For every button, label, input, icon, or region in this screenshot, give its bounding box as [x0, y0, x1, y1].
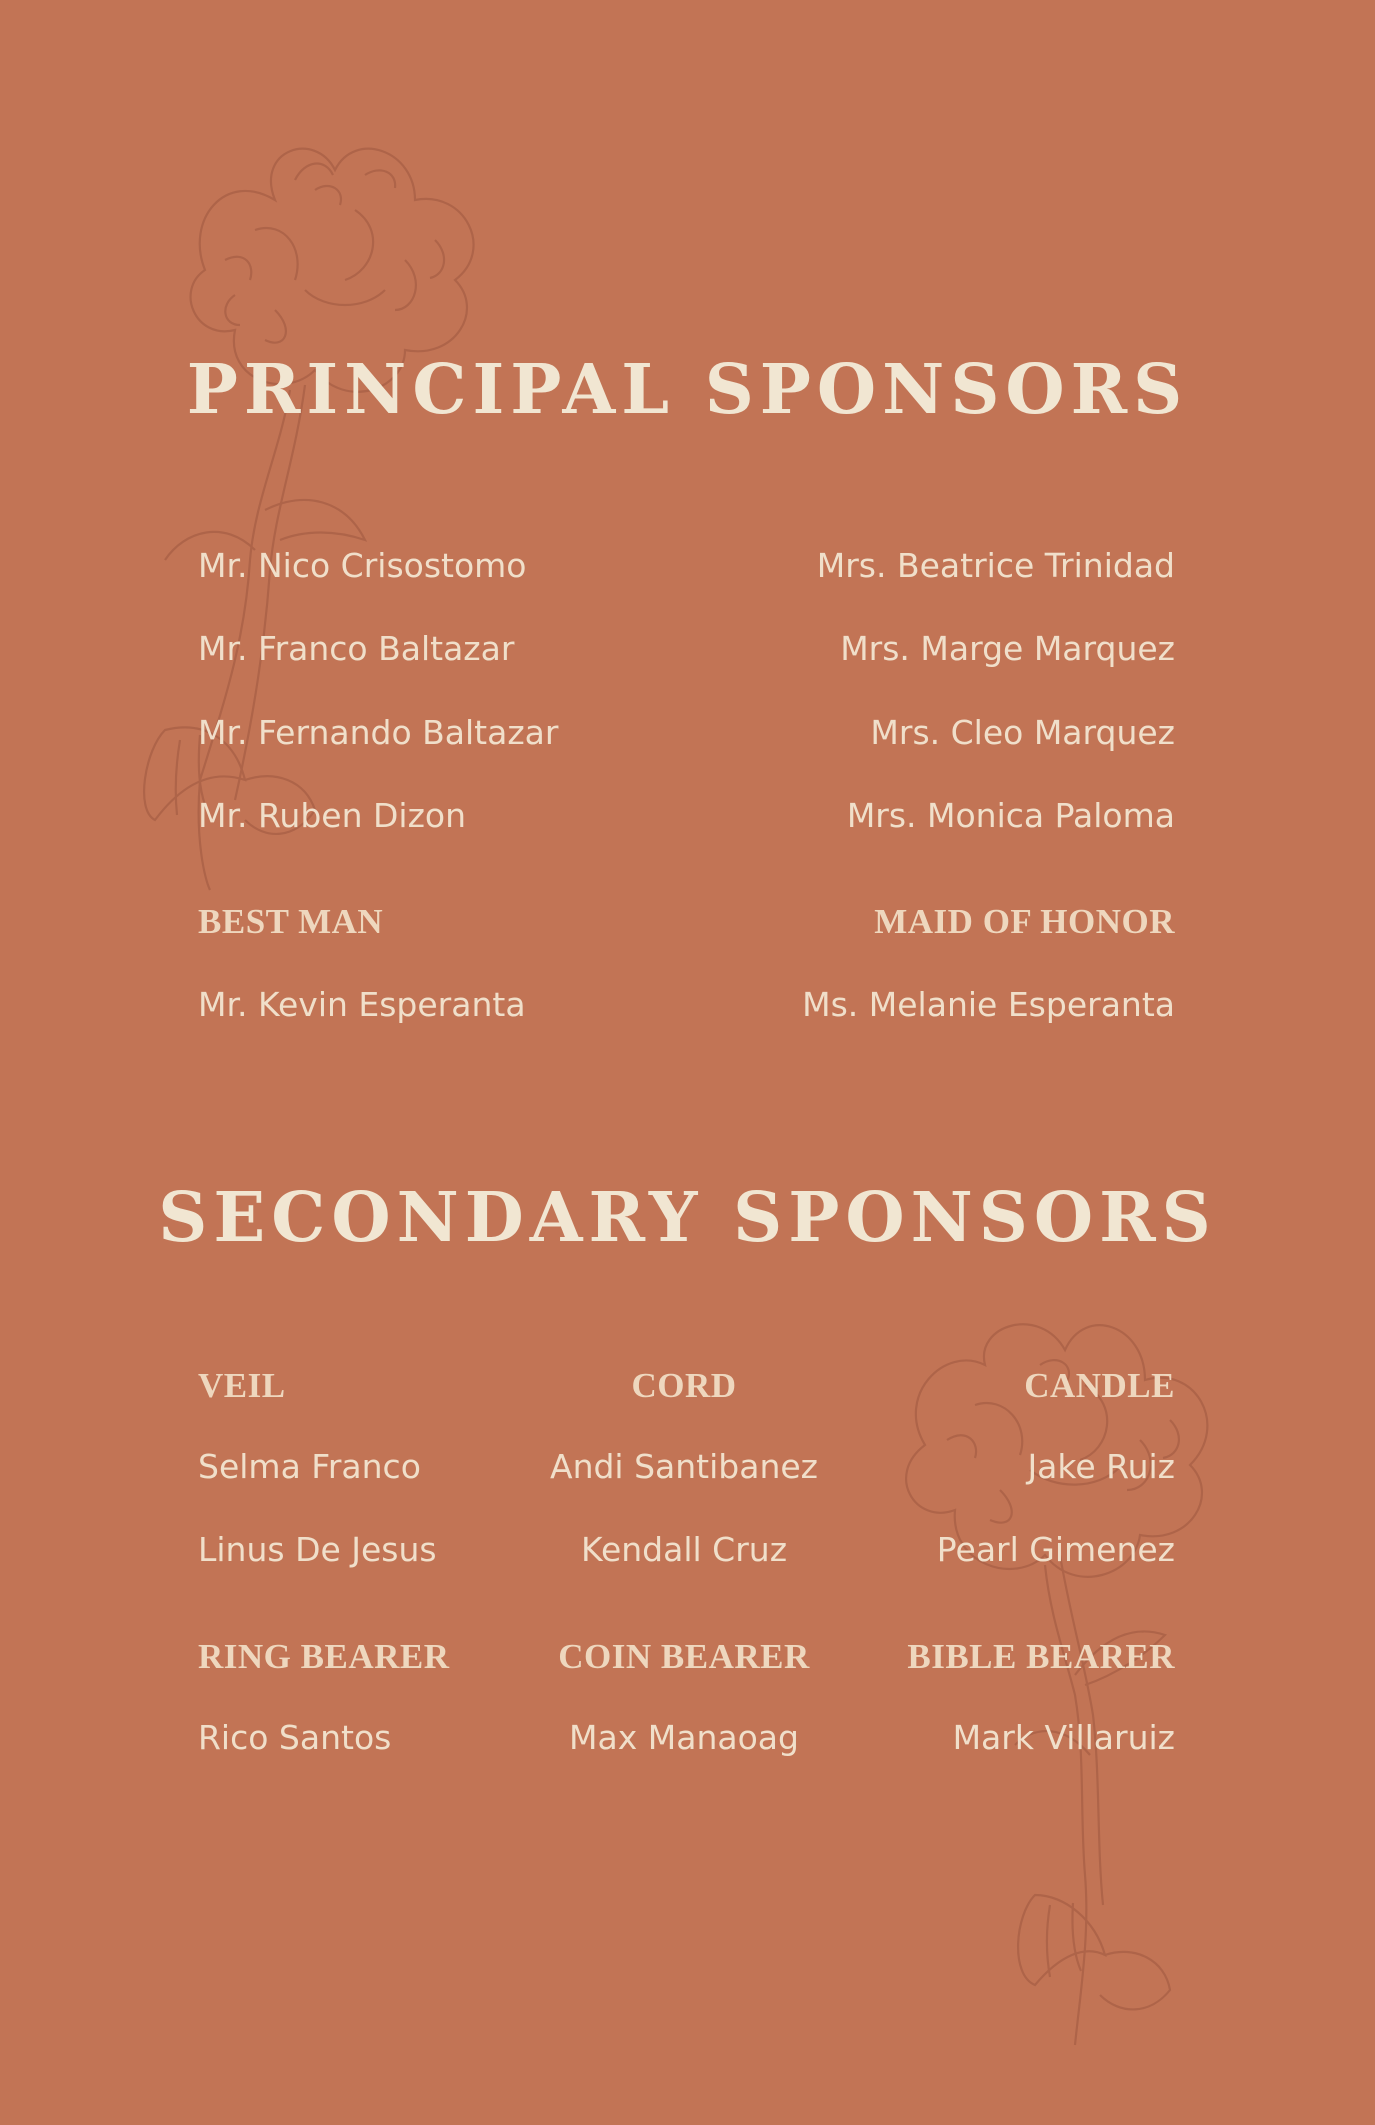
coin-bearer-label: COIN BEARER — [558, 1637, 810, 1676]
veil-sponsor: Selma Franco — [198, 1447, 421, 1486]
principal-sponsor-female: Mrs. Cleo Marquez — [870, 713, 1175, 752]
cord-sponsor: Andi Santibanez — [550, 1447, 818, 1486]
principal-sponsor-male: Mr. Ruben Dizon — [198, 796, 467, 835]
secondary-sponsors-title: SECONDARY SPONSORS — [158, 1178, 1217, 1258]
principal-sponsor-female: Mrs. Monica Paloma — [846, 796, 1175, 835]
cord-sponsor: Kendall Cruz — [580, 1530, 788, 1569]
ring-bearer-label: RING BEARER — [198, 1637, 450, 1676]
bible-bearer-label: BIBLE BEARER — [907, 1637, 1175, 1676]
principal-sponsor-male: Mr. Fernando Baltazar — [198, 713, 559, 752]
best-man-label: BEST MAN — [198, 902, 384, 941]
principal-sponsor-male: Mr. Franco Baltazar — [198, 629, 515, 668]
candle-sponsor: Jake Ruiz — [1027, 1447, 1175, 1486]
principal-sponsor-female: Mrs. Marge Marquez — [840, 629, 1175, 668]
veil-sponsor: Linus De Jesus — [198, 1530, 437, 1569]
maid-of-honor-name: Ms. Melanie Esperanta — [802, 985, 1175, 1024]
coin-bearer-name: Max Manaoag — [569, 1718, 799, 1757]
cord-label: CORD — [631, 1366, 737, 1405]
carnation-flower-icon — [105, 80, 565, 900]
candle-sponsor: Pearl Gimenez — [936, 1530, 1175, 1569]
best-man-name: Mr. Kevin Esperanta — [198, 985, 526, 1024]
bible-bearer-name: Mark Villaruiz — [952, 1718, 1175, 1757]
veil-label: VEIL — [198, 1366, 286, 1405]
maid-of-honor-label: MAID OF HONOR — [874, 902, 1175, 941]
principal-sponsors-title: PRINCIPAL SPONSORS — [186, 350, 1189, 430]
principal-sponsor-female: Mrs. Beatrice Trinidad — [816, 546, 1175, 585]
ring-bearer-name: Rico Santos — [198, 1718, 392, 1757]
principal-sponsor-male: Mr. Nico Crisostomo — [198, 546, 527, 585]
candle-label: CANDLE — [1024, 1366, 1175, 1405]
